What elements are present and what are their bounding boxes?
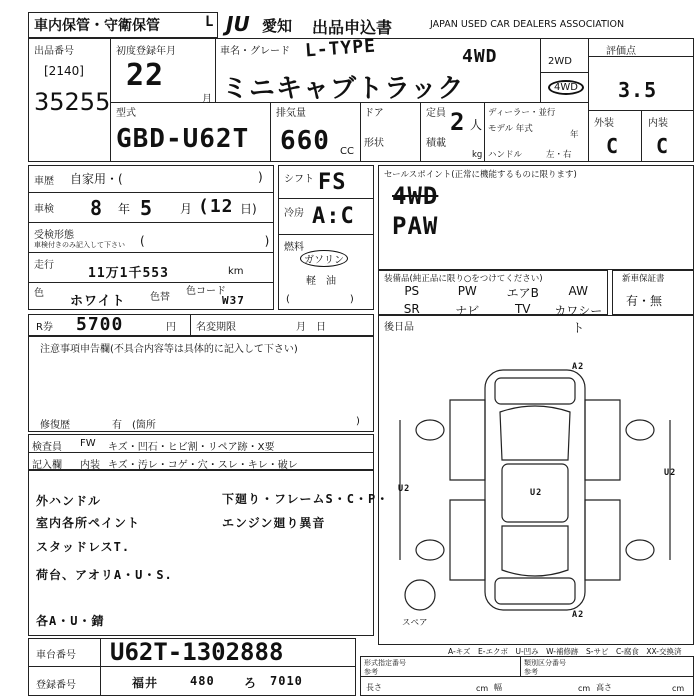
fuel-paren: ( ) (286, 294, 354, 305)
plate-kana: ろ (244, 676, 258, 690)
lot-number: 35255 (34, 88, 111, 116)
ref-label-1: 参考 (364, 668, 378, 676)
drive-opt2: 4WD (548, 80, 584, 95)
displacement-label: 排気量 (276, 108, 306, 119)
plate-region: 福井 (132, 676, 159, 690)
history-value: 自家用・( (70, 172, 123, 186)
model-code-value: GBD-U62T (116, 124, 250, 154)
fuel-label: 燃料 (284, 242, 304, 253)
shape-label: 形状 (364, 138, 384, 149)
row2-label: 内装 (80, 460, 100, 471)
displacement-value: 660 (280, 126, 330, 156)
plate-num: 480 (190, 674, 215, 688)
mileage-unit: km (228, 266, 244, 277)
name-change-label: 名変期限 (196, 322, 236, 333)
repair-label: 修復歴 (40, 420, 70, 431)
recycle-unit: 円 (166, 322, 176, 333)
equipment-label: 装備品(純正品に限り○をつけてください) (384, 274, 543, 284)
chassis-value: U62T-1302888 (110, 638, 284, 666)
equip-ps: PS (404, 284, 420, 298)
damage-mark-1: A2 (572, 362, 585, 372)
handle-opts: 左・右 (546, 150, 572, 160)
inspection-label: 車検 (34, 204, 54, 215)
equip-pw: PW (457, 284, 477, 298)
history-label: 車歴 (34, 176, 54, 187)
inspection-year: 8 (90, 196, 104, 220)
dealer-label: ディーラー・並行 (488, 108, 556, 118)
equip-leather: カワシート (554, 304, 603, 335)
association-en: JAPAN USED CAR DEALERS ASSOCIATION (430, 19, 625, 30)
load-label: 積載 (426, 138, 446, 149)
model-name: ミニキャブトラック (222, 74, 465, 104)
registration-label: 初度登録年月 (116, 46, 176, 57)
association-logo: JU (226, 12, 250, 36)
recycle-value: 5700 (76, 314, 124, 335)
color-change-label: 色替 (150, 292, 170, 303)
inspect-form-sub: 車検付きのみ記入して下さい (34, 241, 125, 249)
row2-options: キズ・汚レ・コゲ・穴・スレ・キレ・破レ (108, 460, 298, 471)
capacity-unit: 人 (470, 118, 483, 132)
remark-5: 各A・U・錆 (36, 614, 105, 628)
remark-4: 荷台、アオリA・U・S. (36, 568, 173, 582)
interior-value: C (656, 134, 670, 158)
plate-label: 登録番号 (36, 680, 76, 691)
chassis-label: 車台番号 (36, 650, 76, 661)
damage-mark-3: U2 (530, 488, 543, 498)
fuel-gas: ガソリン (300, 250, 348, 267)
exterior-label: 外装 (594, 118, 614, 129)
warranty-value: 有・無 (626, 294, 663, 308)
inspect-form-paren: ( ) (140, 234, 270, 248)
remark-7: エンジン廻り異音 (222, 516, 326, 530)
height-label: 高さ (596, 683, 612, 692)
sales-point-label: セールスポイント(正常に機能するものに限ります) (384, 170, 577, 180)
equip-sr: SR (403, 302, 420, 316)
grade: L-TYPE (304, 35, 377, 62)
recycle-label: R券 (36, 322, 53, 333)
displacement-unit: CC (340, 146, 354, 157)
aircon-value: A:C (312, 204, 355, 229)
exterior-value: C (606, 134, 620, 158)
interior-label: 内装 (648, 118, 668, 129)
aircon-label: 冷房 (284, 208, 304, 219)
spare-label: スペア (402, 618, 428, 628)
remark-3: スタッドレスT. (36, 540, 131, 554)
length-label: 長さ (366, 683, 382, 692)
rear-seat-label: 後日品 (384, 322, 414, 333)
remark-6: 下廻り・フレームS・C・P・ (222, 492, 390, 506)
damage-mark-2: U2 (398, 484, 411, 494)
width-unit: cm (578, 684, 591, 693)
ref-label-2: 参考 (524, 668, 538, 676)
shift-value: FS (318, 170, 347, 195)
legend: A-キズ E-エクボ U-凹み W-補修跡 S-サビ C-腐食 XX-交換済 (448, 647, 682, 656)
capacity-label: 定員 (426, 108, 446, 119)
sheet-title: 出品申込書 (312, 18, 393, 37)
association-jp: 愛知 (262, 17, 293, 35)
drive-written: 4WD (462, 46, 498, 67)
height-unit: cm (672, 684, 685, 693)
model-year-label: モデル 年式 (488, 124, 533, 134)
notes-label: 注意事項申告欄(不具合内容等は具体的に記入して下さい) (40, 344, 298, 355)
drive-opt1: 2WD (548, 56, 572, 67)
model-code-label: 型式 (116, 108, 136, 119)
color-code: W37 (222, 294, 245, 307)
inspect-form-label: 受検形態 (34, 230, 74, 241)
storage-mark: L (205, 14, 215, 30)
remark-1: 外ハンドル (36, 494, 102, 508)
handle-label: ハンドル (488, 150, 523, 160)
inspection-day: (12 (198, 196, 234, 217)
inspector-label: 検査員 (32, 442, 62, 453)
doors-label: ドア (364, 108, 384, 119)
mileage-value: 11万1千553 (88, 266, 169, 281)
inspection-year-unit: 年 (118, 202, 131, 216)
equip-aw: AW (568, 284, 588, 298)
entry-label: 記入欄 (32, 460, 62, 471)
row1-label: FW (80, 438, 96, 449)
name-change-unit: 月 日 (296, 322, 326, 333)
lot-small: [2140] (44, 64, 84, 78)
damage-mark-4: U2 (664, 468, 677, 478)
repair-value: 有 (箇所 (112, 420, 156, 431)
shift-label: シフト (284, 174, 314, 185)
sales-point-line1: 4WD (392, 182, 439, 210)
remark-2: 室内各所ペイント (36, 516, 141, 530)
damage-mark-5: A2 (572, 610, 585, 620)
inspection-month-unit: 月 (180, 202, 193, 216)
registration-month-unit: 月 (202, 94, 212, 105)
warranty-label: 新車保証書 (622, 274, 665, 284)
equip-navi: ナビ (455, 304, 480, 318)
inspection-month: 5 (140, 196, 154, 220)
color-code-label: 色コード (186, 286, 226, 297)
load-unit: kg (472, 150, 483, 160)
fuel-light-oil: 軽 油 (306, 276, 336, 287)
mileage-label: 走行 (34, 260, 54, 271)
plate-code: 7010 (270, 674, 303, 688)
capacity-value: 2 (450, 108, 466, 136)
year-unit: 年 (570, 130, 579, 140)
length-unit: cm (476, 684, 489, 693)
color-label: 色 (34, 288, 44, 299)
score-value: 3.5 (618, 78, 658, 102)
inspection-day-unit: 日) (240, 202, 257, 216)
model-name-label: 車名・グレード (220, 46, 290, 57)
cat-label: 類別区分番号 (524, 659, 566, 667)
sales-point-line2: PAW (392, 212, 439, 240)
cert-label: 形式指定番号 (364, 659, 406, 667)
color-value: ホワイト (70, 294, 126, 309)
width-label: 幅 (494, 683, 502, 692)
equip-airbag: エアB (506, 286, 539, 300)
registration-year: 22 (126, 58, 165, 93)
lot-label: 出品番号 (34, 46, 74, 57)
row1-options: キズ・凹石・ヒビ割・リペア跡・X要 (108, 442, 275, 453)
equip-tv: TV (514, 302, 531, 316)
score-label: 評価点 (606, 46, 636, 57)
storage-label: 車内保管・守衛保管 (34, 18, 160, 34)
